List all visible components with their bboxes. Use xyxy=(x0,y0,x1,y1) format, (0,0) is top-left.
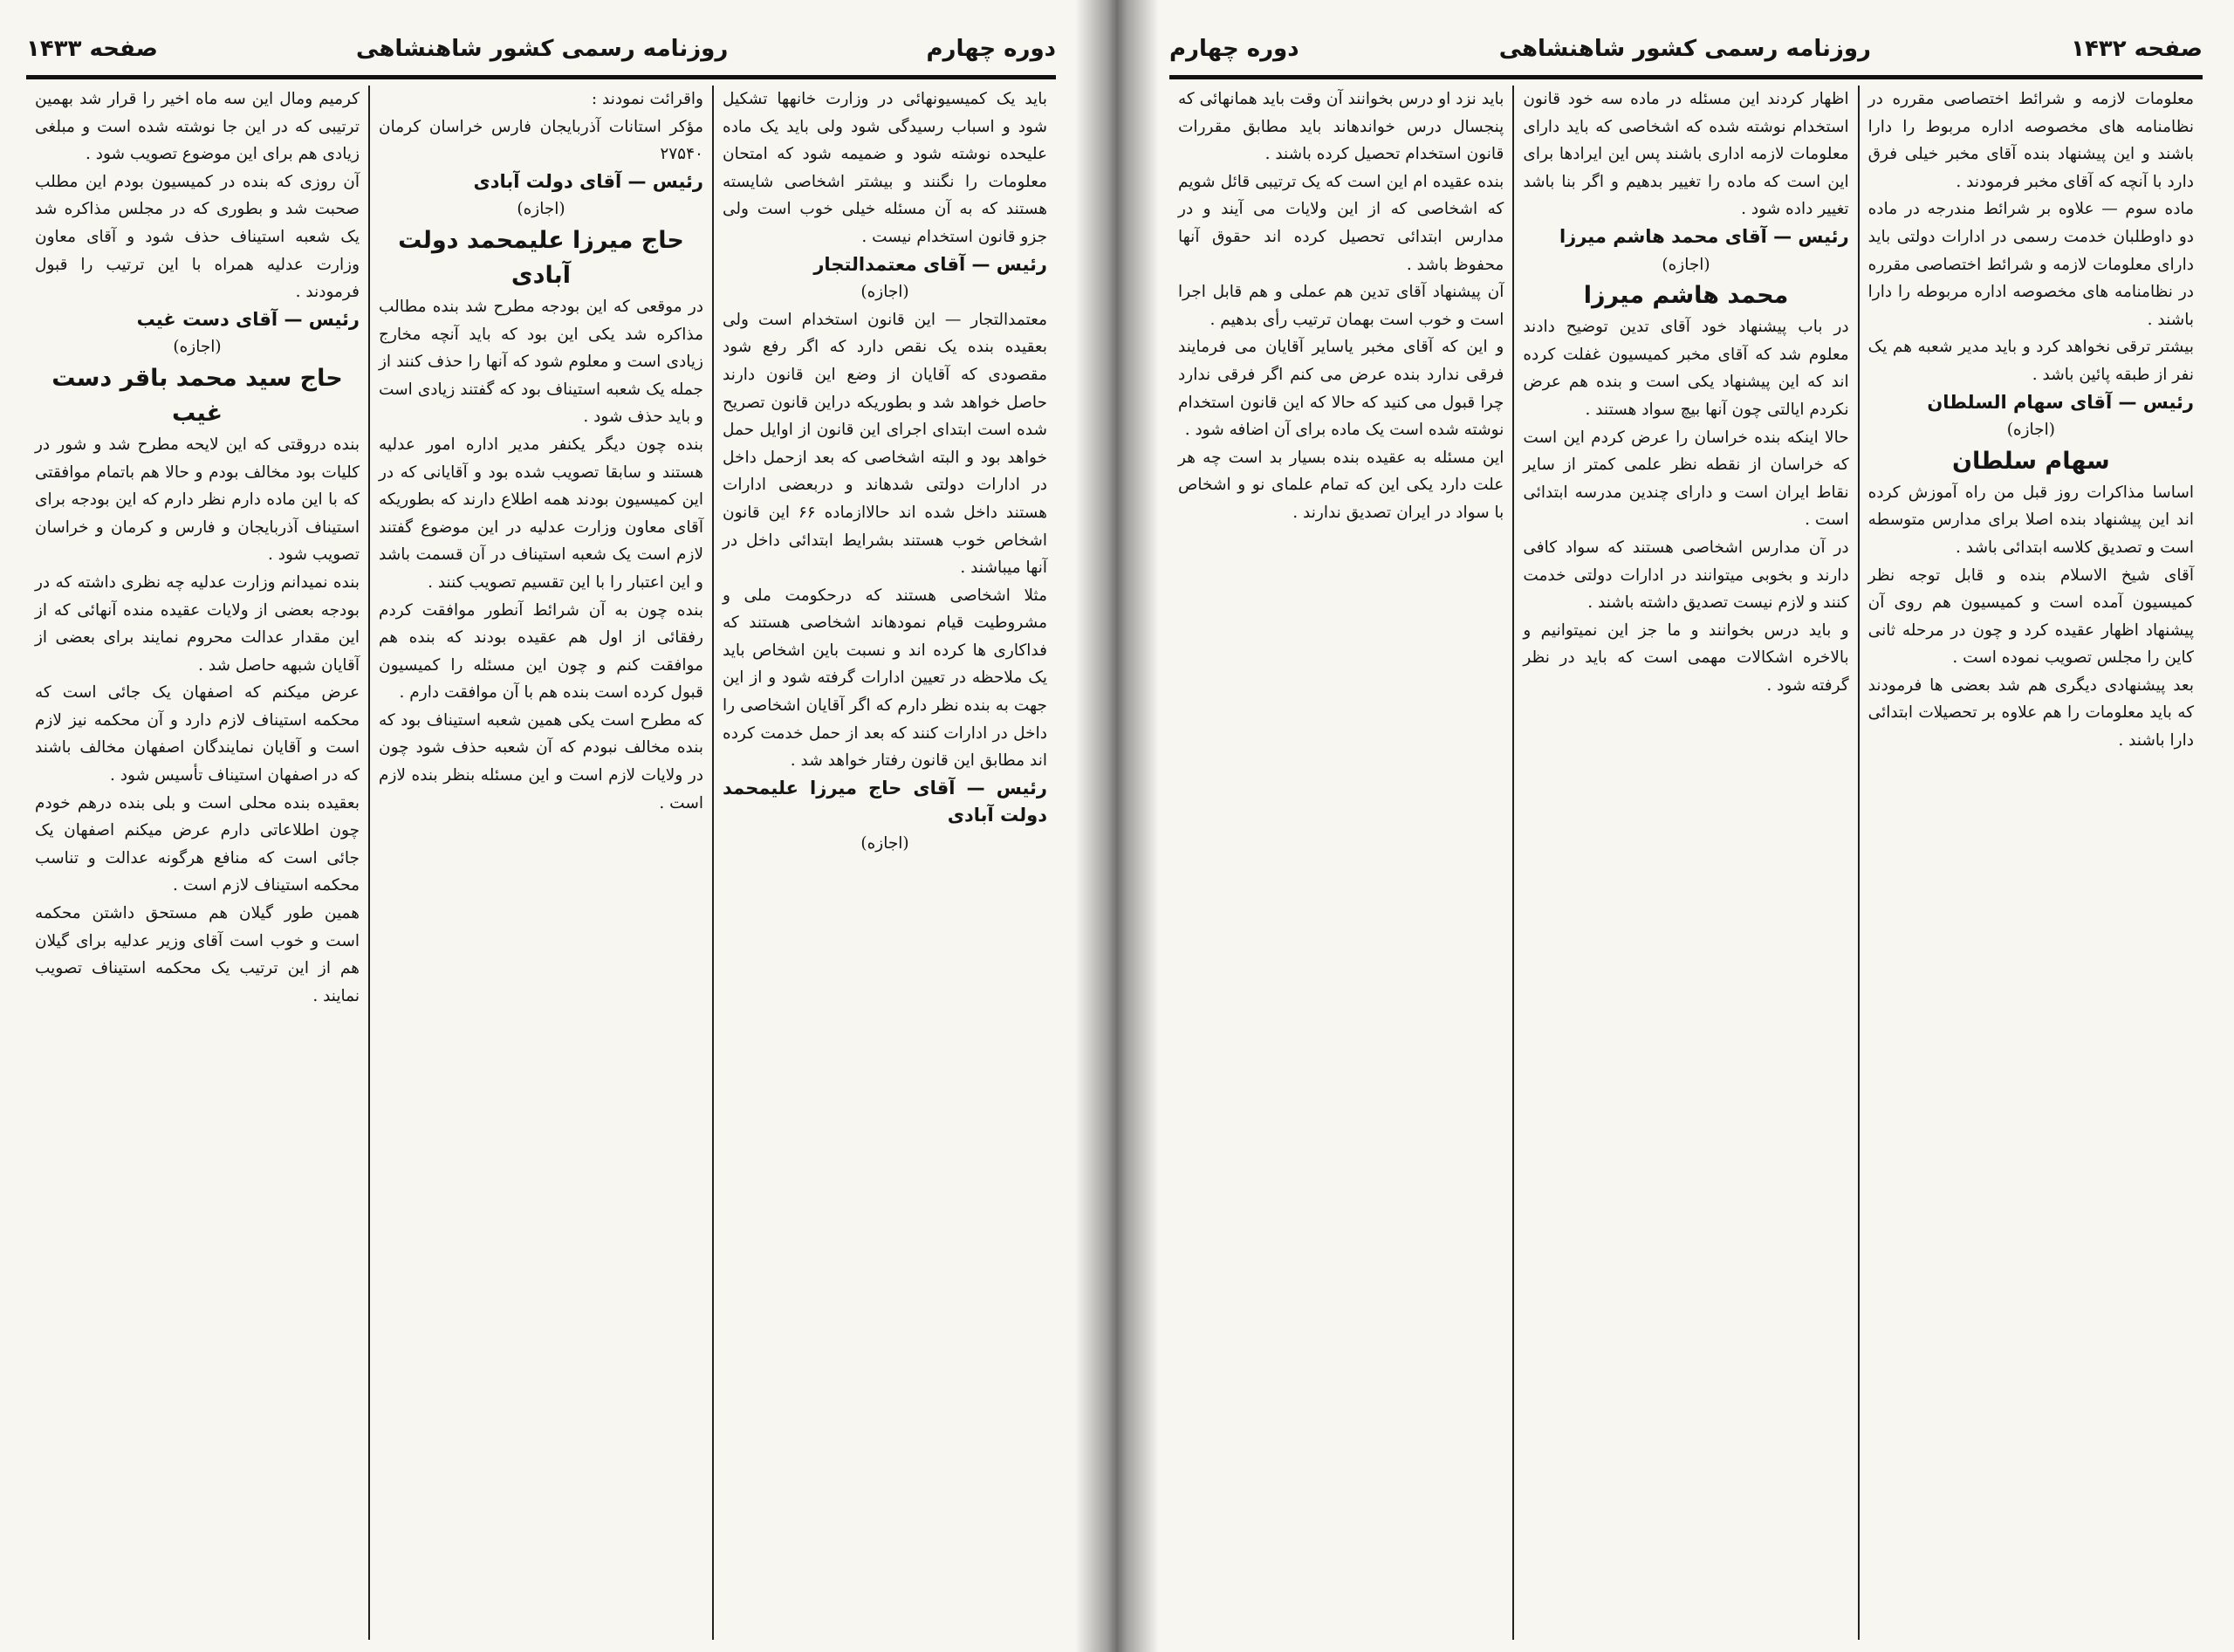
paragraph: بعقیده بنده محلی است و بلی بنده درهم خودم چون اطلاعاتی دارم عرض میکنم اصفهان یک جائی است که منافع هرگونه عدالت و تناسب محکمه استیناف لازم است . xyxy=(35,793,360,895)
paragraph: (اجازه) xyxy=(517,200,565,219)
paragraph: در موقعی که این بودجه مطرح شد بنده مطالب مذاکره شد یکی این بود که باید آنچه مخارج زیادی است و معلوم شود که آنها را حذف کنند از جمله یک شعبه استیناف بود که گفتند زیادی است و باید حذف شود . xyxy=(379,297,703,427)
left-column-1 xyxy=(712,86,1056,1640)
right-column-2 xyxy=(1512,86,1857,1640)
paragraph: اساسا مذاکرات روز قبل من راه آموزش کرده اند این پیشنهاد بنده اصلا برای مدارس متوسطه است و تصدیق کلاسه ابتدائی باشد . xyxy=(1867,483,2194,557)
paragraph: این مسئله به عقیده بنده بسیار بد است چه هر علت دارد یکی این که تمام علمای نو و اشخاص با سواد در ایران تصدیق ندارند . xyxy=(1178,448,1504,522)
paragraph: رئیس — آقای سهام السلطان xyxy=(1927,391,2194,413)
paragraph: حاج میرزا علیمحمد دولت آبادی xyxy=(398,226,684,289)
paragraph: سهام سلطان xyxy=(1951,447,2110,475)
paragraph: بیشتر ترقی نخواهد کرد و باید مدیر شعبه هم یک نفر از طبقه پائین باشد . xyxy=(1867,338,2194,384)
paragraph: رئیس — آقای معتمدالتجار xyxy=(813,253,1047,275)
paragraph: که مطرح است یکی همین شعبه استیناف بود که بنده مخالف نبودم که آن شعبه حذف شود چون در ولایات لازم است و این مسئله بنظر بنده لازم است . xyxy=(379,710,703,812)
right-page xyxy=(1117,0,2234,1652)
right-column-1 xyxy=(1858,86,2203,1640)
paragraph: مؤکر استانات آذربایجان فارس خراسان کرمان ۲۷۵۴۰ xyxy=(379,117,703,164)
paragraph: همین طور گیلان هم مستحق داشتن محکمه است و خوب است آقای وزیر عدلیه برای گیلان هم از این ترتیب یک محکمه استیناف تصویب نمایند . xyxy=(35,904,360,1005)
right-issue: دوره چهارم xyxy=(1169,36,1299,62)
paragraph: (اجازه) xyxy=(1662,255,1710,274)
paragraph: ماده سوم — علاوه بر شرائط مندرجه در ماده دو داوطلبان خدمت رسمی در ادارات دولتی باید دارای معلومات لازمه و شرائط اختصاصی مقرره در نظامنامه های مخصوصه اداره مربوطه را دارا باشند . xyxy=(1867,200,2194,329)
paragraph: معلومات لازمه و شرائط اختصاصی مقرره در نظامنامه های مخصوصه اداره مربوط را دارا باشند و این پیشنهاد بنده آقای مخبر خیلی فرق دارد با آنچه که آقای مخبر فرمودند . xyxy=(1867,90,2194,191)
right-title: روزنامه رسمی کشور شاهنشاهی xyxy=(1498,36,1871,62)
paragraph: آن روزی که بنده در کمیسیون بودم این مطلب صحبت شد و بطوری که در مجلس مذاکره شد یک شعبه استیناف حذف شود و آقای معاون وزارت عدلیه همراه با این ترتیب را قبول فرمودند . xyxy=(35,172,360,302)
left-column-2 xyxy=(368,86,712,1640)
paragraph: رئیس — آقای حاج میرزا علیمحمد دولت آبادی xyxy=(723,777,1047,826)
left-columns xyxy=(26,86,1056,1640)
paragraph: (اجازه) xyxy=(2006,421,2055,440)
paragraph: رئیس — آقای محمد هاشم میرزا xyxy=(1559,225,1849,247)
paragraph: عرض میکنم که اصفهان یک جائی است که محکمه استیناف لازم دارد و آن محکمه نیز لازم است و آقایان نمایندگان اصفهان مخالف باشند که در اصفهان استیناف تأسیس شود . xyxy=(35,683,360,785)
paragraph: حالا اینکه بنده خراسان را عرض کردم این است که خراسان از نقطه نظر علمی کمتر از سایر نقاط ایران است و دارای چندین مدرسه ابتدائی است . xyxy=(1523,428,1849,530)
paragraph: در باب پیشنهاد خود آقای تدین توضیح دادند معلوم شد که آقای مخبر کمیسیون غفلت کرده اند که این پیشنهاد یکی است و بنده هم عرض نکردم ایالتی چون آنها بیچ سواد هستند . xyxy=(1523,318,1849,419)
paragraph: بنده دروقتی که این لایحه مطرح شد و شور در کلیات بود مخالف بودم و حالا هم باتمام موافقتی که با این ماده دارم نظر دارم که این بودجه برای استیناف آذربایجان و فارس و کرمان و خراسان تصویب شود . xyxy=(35,435,360,565)
paragraph: حاج سید محمد باقر دست غیب xyxy=(51,364,343,427)
paragraph: بنده چون به آن شرائط آنطور موافقت کردم رفقائی از اول هم عقیده بودند که بنده هم موافقت کنم و چون این مسئله را کمیسیون قبول کرده است بنده هم با آن موافقت دارم . xyxy=(379,600,703,703)
paragraph: آن پیشنهاد آقای تدین هم عملی و هم قابل اجرا است و خوب است بهمان ترتیب رأی بدهیم . xyxy=(1178,283,1504,329)
paragraph: و این که آقای مخبر یاسایر آقایان می فرمایند فرقی ندارد بنده عرض می کنم اگر فرقی ندارد چرا قبول می کنید که حالا که این قانون استخدام نوشته شده است یک ماده برای آن اضافه شود . xyxy=(1178,338,1504,440)
paragraph: بنده چون دیگر یکنفر مدیر اداره امور عدلیه هستند و سابقا تصویب شده بود و آقایانی که در این کمیسیون بودند همه اطلاع دارند که بطوریکه آقای معاون وزارت عدلیه در این موضوع گفتند لازم است یک شعبه استیناف در آن قسمت باشد و این اعتبار را با این تقسیم تصویب کنند . xyxy=(379,435,703,592)
paragraph: رئیس — آقای دست غیب xyxy=(136,308,360,330)
paragraph: و باید درس بخوانند و ما جز این نمیتوانیم و بالاخره اشکالات مهمی است که باید در نظر گرفته شود . xyxy=(1523,620,1849,695)
paragraph: واقرائت نمودند : xyxy=(591,90,703,108)
paragraph: محمد هاشم میرزا xyxy=(1583,282,1789,310)
left-title: روزنامه رسمی کشور شاهنشاهی xyxy=(356,36,729,62)
left-issue: دوره چهارم xyxy=(926,36,1056,62)
left-page-header xyxy=(26,24,1056,73)
left-page-number: صفحه ۱۴۳۳ xyxy=(26,36,158,62)
paragraph: بنده نمیدانم وزارت عدلیه چه نظری داشته که در بودجه بعضی از ولایات عقیده منده آنهائی که از این مقدار عدالت محروم نمایند برای بعضی از آقایان شبهه حاصل شد . xyxy=(35,572,360,675)
paragraph: (اجازه) xyxy=(173,338,222,357)
right-page-header xyxy=(1169,24,2203,73)
paragraph: (اجازه) xyxy=(860,283,909,302)
paragraph: بنده عقیده ام این است که یک ترتیبی قائل شویم که اشخاصی که از این ولایات می آیند و در مدارس ابتدائی تحصیل کرده اند حقوق آنها محفوظ باشد . xyxy=(1178,172,1504,274)
right-page-number: صفحه ۱۴۳۲ xyxy=(2071,36,2203,62)
paragraph: بعد پیشنهادی دیگری هم شد بعضی ها فرمودند که باید معلومات را هم علاوه بر تحصیلات ابتدائی دارا باشند . xyxy=(1867,675,2194,751)
paragraph: معتمدالتجار — این قانون استخدام است ولی بعقیده بنده یک نقص دارد که اگر رفع شود مقصودی که آقایان از وضع این قانون دارند حاصل خواهد شد و بطوریکه دراین قانون تصریح شده است ابتدای اجرای این قانون از اوایل حمل خواهد بود و البته اشخاصی که بعد ازحمل داخل در ادارات دولتی شدهاند و دربعضی ادارات هستند داخل شده اند حالاازماده ۶۶ این قانون اشخاص خوب هستند بشرایط ابتدائی داخل در آنها میباشند . xyxy=(723,310,1047,578)
paragraph: باید نزد او درس بخوانند آن وقت باید همانهائی که پنجسال درس خواندهاند باید مطابق مقررات قانون استخدام تحصیل کرده باشند . xyxy=(1178,90,1504,164)
paragraph: مثلا اشخاصی هستند که درحکومت ملی و مشروطیت قیام نمودهاند اشخاصی هستند که فداکاری ها کرده اند و نسبت باین اشخاص باید یک ملاحظه در تعیین ادارات گرفته شود و از این جهت به بنده نظر دارم که اگر آقایان اشخاصی را داخل در ادارات کنند که بعد از حمل خدمت کرده اند مطابق این قانون رفتار خواهد شد . xyxy=(723,586,1047,771)
right-column-3 xyxy=(1169,86,1512,1640)
left-header-rule xyxy=(26,75,1056,79)
paragraph: اظهار کردند این مسئله در ماده سه خود قانون استخدام نوشته شده که اشخاصی که باید دارای معلومات لازمه اداری باشند پس این ایرادها برای این است که ماده را تغییر بدهیم و اگر بنا باشد تغییر داده شود . xyxy=(1523,90,1849,219)
right-columns xyxy=(1169,86,2203,1640)
right-header-rule xyxy=(1169,75,2203,79)
paragraph: (اجازه) xyxy=(860,834,909,853)
paragraph: در آن مدارس اشخاصی هستند که سواد کافی دارند و بخوبی میتوانند در ادارات دولتی خدمت کنند و لازم نیست تصدیق داشته باشند . xyxy=(1523,538,1849,613)
paragraph: آقای شیخ الاسلام بنده و قابل توجه نظر کمیسیون آمده است و کمیسیون هم روی آن پیشنهاد اظهار عقیده کرد و چون در مرحله ثانی کاین را مجلس تصویب نموده است . xyxy=(1867,566,2194,668)
paragraph: رئیس — آقای دولت آبادی xyxy=(473,170,703,192)
left-column-3 xyxy=(26,86,368,1640)
paragraph: باید یک کمیسیونهائی در وزارت خانهها تشکیل شود و اسباب رسیدگی شود ولی باید یک ماده علیحده نوشته شود و ضمیمه شود که امتحان معلومات را نگنند و بیشتر اشخاصی شایسته هستند که به آن مسئله خیلی خوب است ولی جزو قانون استخدام نیست . xyxy=(723,90,1047,246)
paragraph: کرمیم ومال این سه ماه اخیر را قرار شد بهمین ترتیبی که در این جا نوشته شده است و مبلغی زیادی هم برای این موضوع تصویب شود . xyxy=(35,90,360,164)
